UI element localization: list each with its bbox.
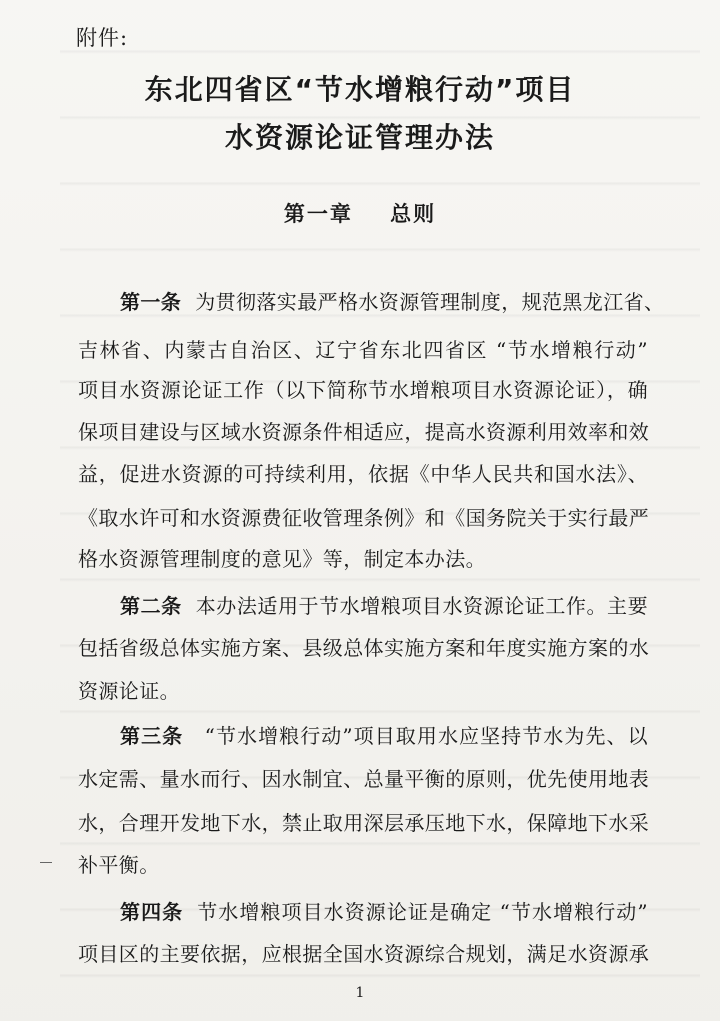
article-1-label: 第一条 (120, 290, 182, 314)
article-1-line-1: 第一条 为贯彻落实最严格水资源管理制度，规范黑龙江省、 (120, 290, 665, 314)
document-title-line-1: 东北四省区“节水增粮行动”项目 (144, 73, 576, 106)
document-title-line-2: 水资源论证管理办法 (224, 121, 495, 154)
article-3-line-4: 补平衡。 (78, 853, 160, 877)
page-number: 1 (355, 985, 365, 1001)
article-3-label: 第三条 (120, 724, 184, 748)
article-2-label: 第二条 (120, 594, 182, 618)
attachment-label: 附件: (76, 26, 129, 50)
article-1-line-2: 吉林省、内蒙古自治区、辽宁省东北四省区 “节水增粮行动” (78, 338, 648, 362)
article-3-line-3: 水，合理开发地下水，禁止取用深层承压地下水，保障地下水采 (78, 811, 650, 835)
margin-mark (40, 862, 52, 863)
article-3-line-2: 水定需、量水而行、因水制宜、总量平衡的原则，优先使用地表 (78, 767, 650, 791)
article-2-line-1: 第二条 本办法适用于节水增粮项目水资源论证工作。主要 (120, 594, 648, 618)
article-1-line-3: 项目水资源论证工作（以下简称节水增粮项目水资源论证），确 (78, 378, 648, 402)
article-2-line-3: 资源论证。 (78, 679, 180, 703)
chapter-heading: 第一章 总则 (283, 202, 437, 226)
article-3-line-1: 第三条 “节水增粮行动”项目取用水应坚持节水为先、以 (120, 724, 648, 748)
article-1-line-4: 保项目建设与区域水资源条件相适应，提高水资源利用效率和效 (78, 420, 650, 444)
article-1-line-7: 格水资源管理制度的意见》等，制定本办法。 (78, 547, 486, 571)
article-4-label: 第四条 (120, 900, 184, 924)
article-2-line-2: 包括省级总体实施方案、县级总体实施方案和年度实施方案的水 (78, 636, 650, 660)
article-1-line-5: 益，促进水资源的可持续利用，依据《中华人民共和国水法》、 (78, 462, 648, 486)
article-4-line-1: 第四条 节水增粮项目水资源论证是确定 “节水增粮行动” (120, 900, 648, 924)
article-4-line-2: 项目区的主要依据，应根据全国水资源综合规划，满足水资源承 (78, 942, 650, 966)
article-1-line-6: 《取水许可和水资源费征收管理条例》和《国务院关于实行最严 (78, 506, 650, 530)
